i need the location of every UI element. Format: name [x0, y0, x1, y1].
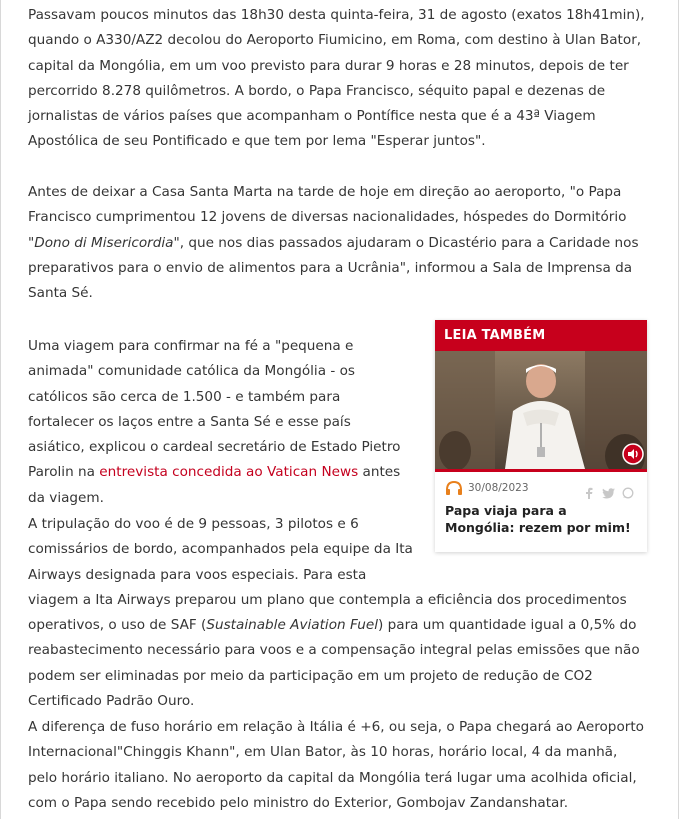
paragraph-5: A diferença de fuso horário em relação à Itália é +6, ou seja, o Papa chegará ao Aeroporto Internacional"Chinggis Khann", em Ulan Bator, às 10 horas, horário local, 4 da manhã, pelo horário italiano. No aeroporto da capital da Mongólia terá lugar uma acolhida oficial, com o Papa sendo recebido pelo ministro do Exterior, Gombojav Zandanshatar. — [28, 719, 644, 811]
related-article-card[interactable] — [435, 320, 647, 552]
paragraph-1: Passavam poucos minutos das 18h30 desta quinta-feira, 31 de agosto (exatos 18h41min), quando o A330/AZ2 decolou do Aeroporto Fiumicino, em Roma, com destino à Ulan Bator, capital da Mongólia, em um voo previsto para durar 9 horas e 28 minutos, depois de ter percorrido 8.278 quilômetros. A bordo, o Papa Francisco, séquito papal e dezenas de jornalistas de vários países que acompanham o Pontífice nesta que é a 43ª Viagem Apostólica de seu Pontificado e que tem por lema "Esperar juntos". — [28, 7, 645, 150]
paragraph-2-text-b: ", que nos dias passados ajudaram o Dicastério para a Caridade nos preparativos para o envio de alimentos para a Ucrânia", informou a Sala de Imprensa da Santa Sé. — [28, 234, 639, 302]
twitter-icon[interactable] — [602, 484, 615, 503]
paragraph-2-text-a: Antes de deixar a Casa Santa Marta na tarde de hoje em direção ao aeroporto, "o Papa Francisco cumprimentou 12 jovens de diversas nacionalidades, hóspedes do Dormitório " — [28, 184, 627, 251]
paragraph-3 — [28, 334, 408, 511]
facebook-icon[interactable] — [585, 484, 593, 503]
related-date: 30/08/2023 — [468, 482, 529, 494]
paragraph-2-italic: Dono di Misericordia — [34, 234, 174, 251]
card-meta — [435, 472, 647, 502]
paragraph-3-text-b: antes da viagem. — [28, 464, 401, 506]
related-header: LEIA TAMBÉM — [435, 320, 647, 351]
vatican-news-interview-link[interactable]: entrevista concedida ao Vatican News — [99, 464, 359, 481]
audio-icon[interactable] — [622, 443, 644, 465]
related-article-image[interactable] — [435, 351, 647, 469]
whatsapp-icon[interactable] — [622, 484, 634, 503]
paragraph-4-text-b: ) para um quantidade igual a 0,5% do reabastecimento necessário para voos e a compensação integral pelas emissões que não podem ser eliminadas por meio da participação em um projeto de redução de CO2 Certificado Padrão Ouro. — [28, 617, 640, 710]
paragraph-2 — [28, 180, 650, 306]
paragraph-4-text-a: A tripulação do voo é de 9 pessoas, 3 pilotos e 6 comissários de bordo, acompanhados pela equipe da Ita Airways designada para voos especiais. Para esta viagem a Ita Airways preparou um plano que contempla a eficiência dos procedimentos operativos, o uso de SAF ( — [28, 516, 627, 634]
paragraph-4-italic: Sustainable Aviation Fuel — [206, 617, 378, 634]
pope-photo-illustration — [435, 351, 647, 469]
paragraph-3-text-a: Uma viagem para confirmar na fé a "pequena e animada" comunidade católica da Mongólia - os católicos são cerca de 1.500 - e também para fortalecer os laços entre a Santa Sé e esse país asiático, explicou o cardeal secretário de Estado Pietro Parolin na — [28, 338, 401, 481]
related-title[interactable]: Papa viaja para a Mongólia: rezem por mim! — [445, 503, 631, 535]
headphones-icon — [445, 480, 463, 500]
